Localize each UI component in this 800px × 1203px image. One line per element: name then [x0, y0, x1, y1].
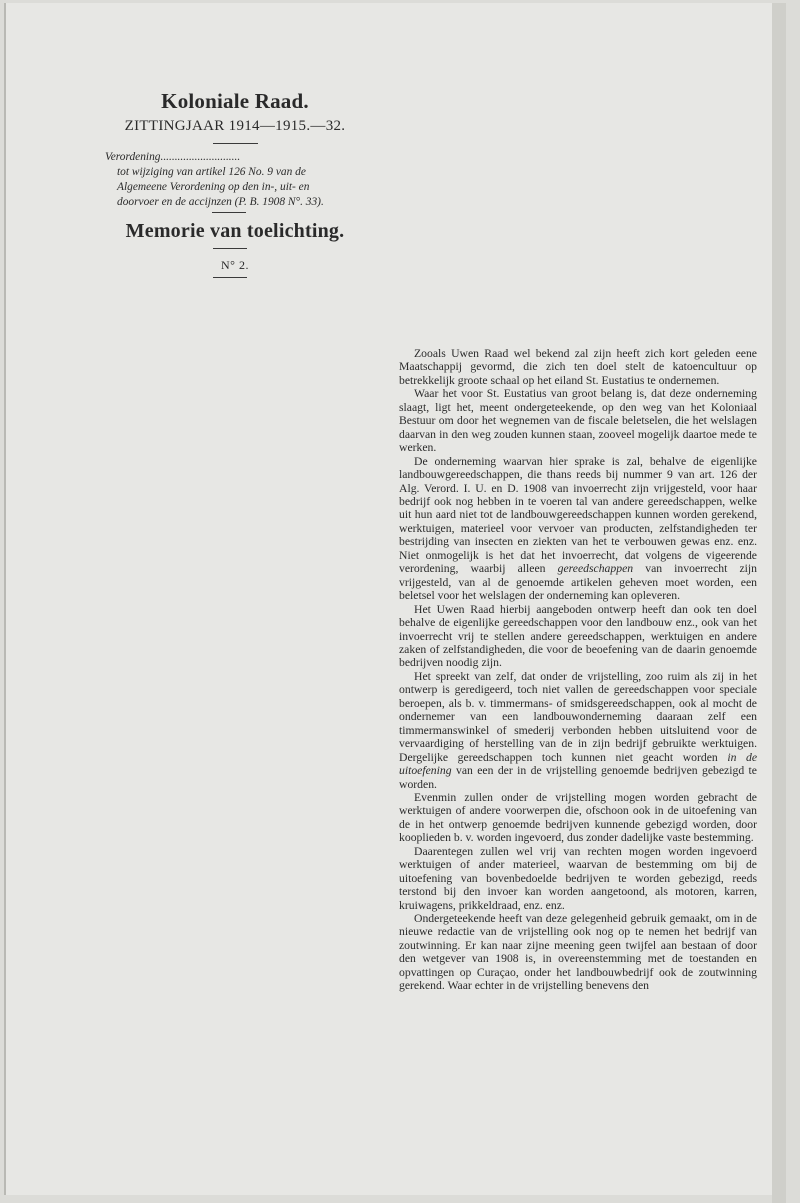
- paragraph-3-text-a: De onderneming waarvan hier sprake is zal, behalve de eigenlijke landbouwgereedschappen, die thans reeds bij nummer 9 van art. 126 der Alg. Verord. I. U. en D. 1908 van invoerrecht zijn vrijgesteld, voor haar bedrijf ook nog hebben in te voeren tal van andere gereedschappen, welke uit hun aard niet tot de landbouwgereedschappen kunnen worden gerekend, werktuigen, materieel voor vervoer van producten, zelfstandigheden ter bestrijding van insecten en ziekten van het te verbouwen gewas enz. enz. Niet onmogelijk is het dat het invoerrecht, dat volgens de vigeerende verordening, waarbij alleen: [399, 454, 757, 576]
- paragraph-3-emphasis: gereedschappen: [557, 562, 634, 576]
- paragraph-7: Daarentegen zullen wel vrij van rechten mogen worden ingevoerd werktuigen of ander materieel, waarvan de bestemming om bij de uitoefening van bovenbedoelde bedrijven te worden gebezigd, reeds terstond bij den invoer kan worden aangetoond, als motoren, karren, kruiwagens, prikkeldraad, enz. enz.: [399, 844, 757, 912]
- document-number: N° 2.: [221, 258, 249, 272]
- paragraph-3: [399, 455, 757, 603]
- council-title: Koloniale Raad.: [161, 89, 309, 113]
- session-year: ZITTINGJAAR 1914—1915.—32.: [124, 118, 346, 134]
- ordinance-line-4: doorvoer en de accijnzen (P. B. 1908 N°. 33).: [117, 196, 324, 208]
- document-heading: Memorie van toelichting.: [125, 220, 345, 242]
- divider-3: [213, 248, 247, 249]
- paragraph-8: Ondergeteekende heeft van deze gelegenheid gebruik gemaakt, om in de nieuwe redactie van de vrijstelling ook nog op te nemen het bedrijf van zoutwinning. Er kan naar zijne meening geen twijfel aan bestaan of door den wetgever van 1908 is, in overeenstemming met de toestanden en opvattingen op Curaçao, onder het landbouwbedrijf ook de zoutwinning gerekend. Waar echter in de vrijstelling benevens den: [399, 912, 757, 993]
- body-text: [399, 347, 757, 993]
- divider-1: [213, 143, 258, 144]
- divider-4: [213, 277, 247, 278]
- paragraph-5-emphasis: in de uitoefening: [399, 750, 758, 778]
- paragraph-5-text-a: Het spreekt van zelf, dat onder de vrijstelling, zoo ruim als zij in het ontwerp is geredigeerd, toch niet vallen de gereedschappen voor speciale beroepen, als b. v. timmermans- of smidsgereedschappen, ook al mocht de ondernemer van een landbouwonderneming daaraan zelf een timmermanswinkel of smederij verbonden hebben uitsluitend voor de vervaardiging of herstelling van de in zijn bedrijf gebruikte werktuigen. Dergelijke gereedschappen toch kunnen niet geacht worden: [399, 669, 757, 764]
- ordinance-line-2: tot wijziging van artikel 126 No. 9 van de: [117, 166, 306, 178]
- page-edge: [772, 3, 786, 1203]
- paragraph-2: Waar het voor St. Eustatius van groot belang is, dat deze onderneming slaagt, ligt het, meent ondergeteekende, op den weg van het Koloniaal Bestuur om door het wegnemen van de fiscale beletselen, die het welslagen daarvan in den weg zouden kunnen staan, zooveel mogelijk daartoe mede te werken.: [399, 387, 757, 455]
- ordinance-line-3: Algemeene Verordening op den in-, uit- en: [117, 181, 310, 193]
- ordinance-subject: [105, 150, 355, 210]
- paragraph-4: Het Uwen Raad hierbij aangeboden ontwerp heeft dan ook ten doel behalve de eigenlijke gereedschappen voor den landbouw enz., ook van het invoerrecht vrij te stellen andere gereedschappen, werktuigen en andere zaken of zelfstandigheden, die voor de beoefening van de daarin genoemde bedrijven noodig zijn.: [399, 602, 757, 670]
- ordinance-label: Verordening............................: [105, 151, 241, 163]
- paragraph-5-text-b: van een der in de vrijstelling genoemde bedrijven gebezigd te worden.: [399, 764, 757, 791]
- divider-2: [212, 212, 246, 213]
- paragraph-3-text-b: van invoerrecht zijn vrijgesteld, van al de genoemde artikelen geheven moet worden, een beletsel voor het welslagen der onderneming kan opleveren.: [399, 562, 758, 603]
- paragraph-6: Evenmin zullen onder de vrijstelling mogen worden gebracht de werktuigen of andere voorwerpen die, ofschoon ook in de uitoefening van de in het ontwerp genoemde bedrijven kunnende gebezigd worden, door kooplieden b. v. worden ingevoerd, dus zonder dadelijke vaste bestemming.: [399, 790, 757, 845]
- paragraph-5: [399, 670, 757, 791]
- paragraph-1: Zooals Uwen Raad wel bekend zal zijn heeft zich kort geleden eene Maatschappij gevormd, die zich ten doel stelt de katoencultuur op betrekkelijk groote schaal op het eiland St. Eustatius te ondernemen.: [399, 347, 757, 387]
